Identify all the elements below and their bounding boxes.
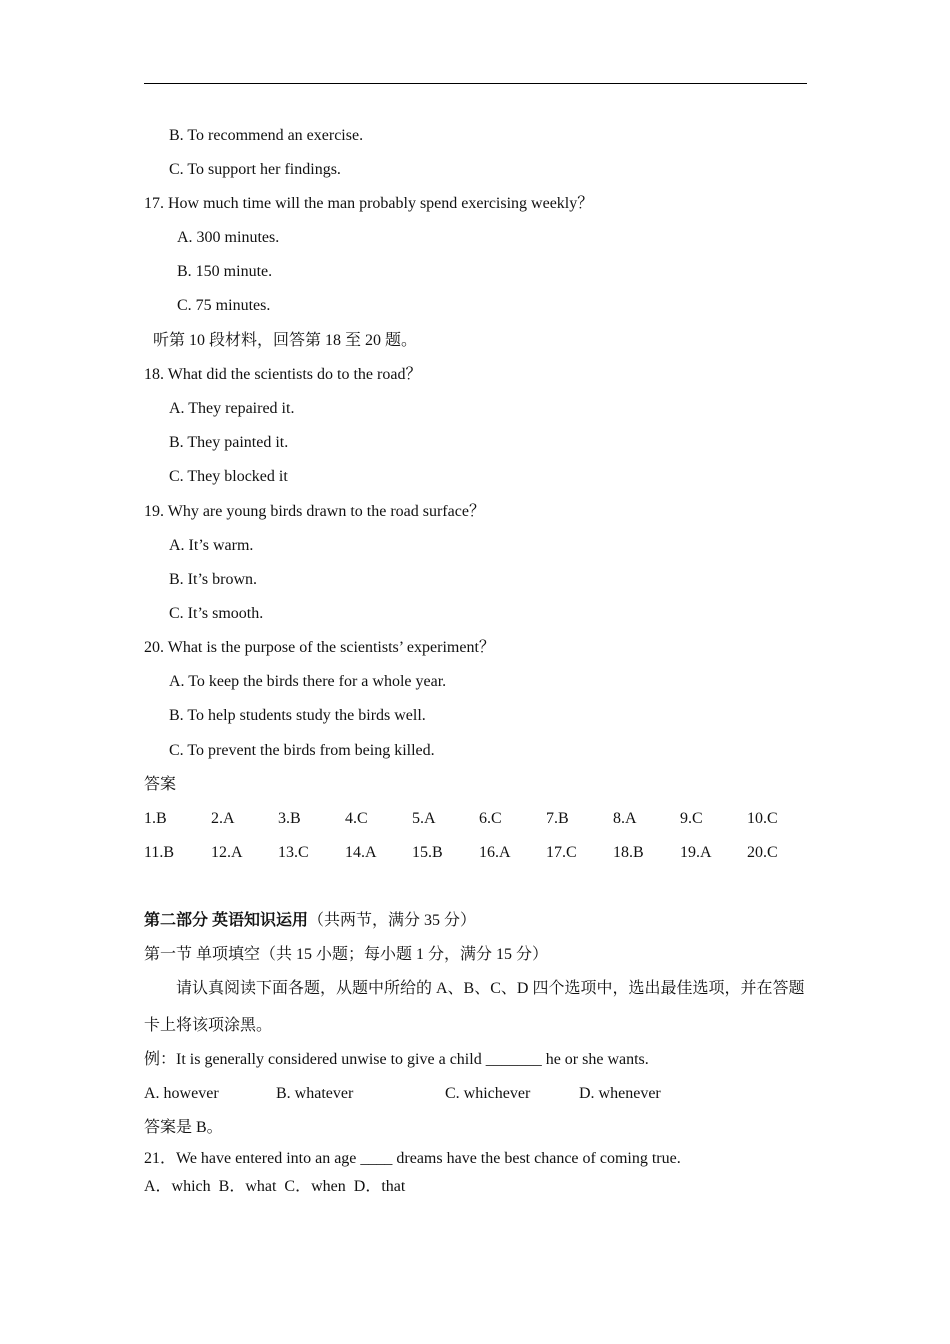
q20-option-b: B. To help students study the birds well.: [169, 707, 426, 724]
q17-question: 17. How much time will the man probably spend exercising weekly？: [144, 195, 594, 212]
answer-cell: 19.A: [680, 844, 712, 861]
answer-cell: 15.B: [412, 844, 443, 861]
q21-question: 21．We have entered into an age ____ dreams have the best chance of coming true.: [144, 1150, 681, 1167]
instruction-line-2: 卡上将该项涂黑。: [144, 1017, 273, 1034]
answer-cell: 8.A: [613, 810, 637, 827]
q19-option-b: B. It’s brown.: [169, 571, 257, 588]
answer-cell: 2.A: [211, 810, 235, 827]
q17-option-b: B. 150 minute.: [177, 263, 273, 280]
part2-title: [144, 911, 476, 931]
header-rule: [144, 83, 807, 84]
part2-title-rest: （共两节，满分 35 分）: [308, 912, 477, 929]
answer-cell: 6.C: [479, 810, 502, 827]
q21-options: A．which B．what C．when D．that: [144, 1178, 406, 1195]
q20-option-c: C. To prevent the birds from being killed.: [169, 742, 435, 759]
answer-cell: 9.C: [680, 810, 703, 827]
instruction-line-1: 请认真阅读下面各题，从题中所给的 A、B、C、D 四个选项中，选出最佳选项，并在答题: [176, 980, 805, 997]
section1-heading: 第一节 单项填空（共 15 小题；每小题 1 分，满分 15 分）: [144, 946, 549, 963]
answer-cell: 20.C: [747, 844, 778, 861]
part2-title-bold: 第二部分 英语知识运用: [144, 912, 309, 929]
q18-option-c: C. They blocked it: [169, 468, 288, 485]
answer-cell: 1.B: [144, 810, 167, 827]
answer-cell: 7.B: [546, 810, 569, 827]
q20-question: 20. What is the purpose of the scientists’ experiment？: [144, 639, 495, 656]
answer-cell: 18.B: [613, 844, 644, 861]
answer-cell: 5.A: [412, 810, 436, 827]
answer-cell: 11.B: [144, 844, 175, 861]
answer-cell: 3.B: [278, 810, 301, 827]
q19-option-a: A. It’s warm.: [169, 537, 254, 554]
example-option: B. whatever: [276, 1085, 354, 1102]
q18-option-a: A. They repaired it.: [169, 400, 295, 417]
answer-cell: 14.A: [345, 844, 377, 861]
q19-option-c: C. It’s smooth.: [169, 605, 264, 622]
example-question: 例：It is generally considered unwise to give a child _______ he or she wants.: [144, 1051, 649, 1068]
example-option: D. whenever: [579, 1085, 661, 1102]
q20-option-a: A. To keep the birds there for a whole year.: [169, 673, 447, 690]
section-note: 听第 10 段材料，回答第 18 至 20 题。: [153, 332, 418, 349]
example-option: C. whichever: [445, 1085, 531, 1102]
q16-option-b: B. To recommend an exercise.: [169, 127, 364, 144]
q17-option-a: A. 300 minutes.: [177, 229, 280, 246]
q16-option-c: C. To support her findings.: [169, 161, 341, 178]
answer-cell: 17.C: [546, 844, 577, 861]
example-answer: 答案是 B。: [144, 1119, 223, 1136]
answer-cell: 16.A: [479, 844, 511, 861]
answer-cell: 12.A: [211, 844, 243, 861]
q18-option-b: B. They painted it.: [169, 434, 289, 451]
q17-option-c: C. 75 minutes.: [177, 297, 271, 314]
example-option: A. however: [144, 1085, 219, 1102]
answer-cell: 4.C: [345, 810, 368, 827]
answer-cell: 10.C: [747, 810, 778, 827]
answers-heading: 答案: [144, 776, 177, 793]
answer-cell: 13.C: [278, 844, 309, 861]
q18-question: 18. What did the scientists do to the road？: [144, 366, 422, 383]
q19-question: 19. Why are young birds drawn to the road surface？: [144, 503, 485, 520]
